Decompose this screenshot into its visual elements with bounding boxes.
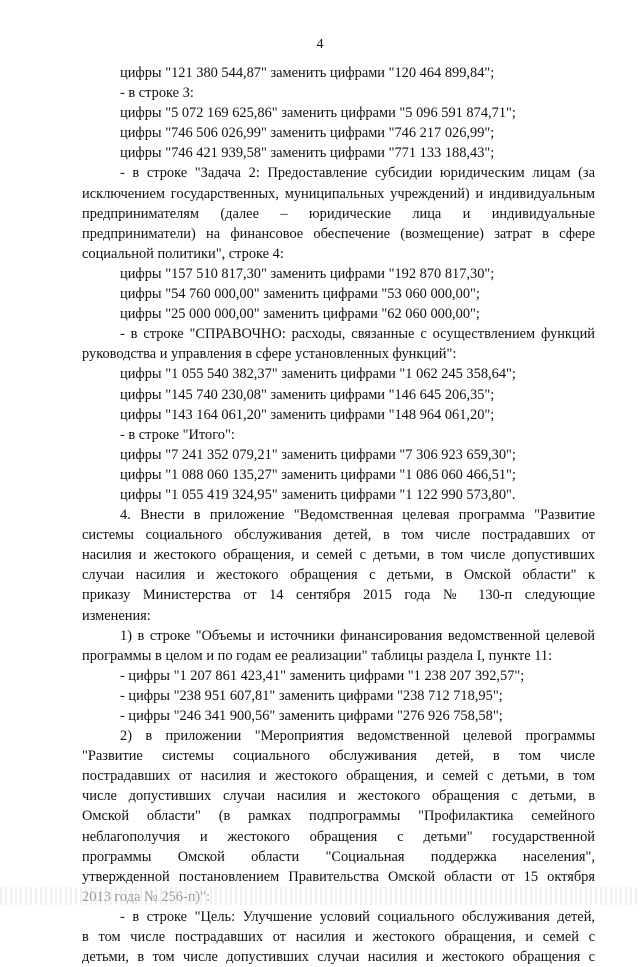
text-line: изменения: <box>82 607 151 624</box>
text-line: цифры "5 072 169 625,86" заменить цифрами "5 096 591 874,71"; <box>120 105 516 122</box>
text-line: цифры "121 380 544,87" заменить цифрами "120 464 899,84"; <box>120 65 495 81</box>
text-line: насилия и жестокого обращения, и семей с детьми, в том числе допустивших <box>82 547 595 564</box>
page-number: 4 <box>316 37 324 52</box>
text-line: 4. Внести в приложение "Ведомственная целевая программа "Развитие <box>120 507 595 524</box>
text-line: социальной политики", строке 4: <box>82 245 284 262</box>
text-line: - в строке "Цель: Улучшение условий социального обслуживания детей, <box>120 908 595 925</box>
text-line: руководства и управления в сфере установленных функций": <box>82 346 457 363</box>
text-line: программы Омской области "Социальная поддержка населения", <box>82 848 595 865</box>
text-line: цифры "746 506 026,99" заменить цифрами "746 217 026,99"; <box>120 125 495 142</box>
text-line: в том числе пострадавших от насилия и жестокого обращения, и семей с <box>82 929 595 946</box>
text-line: утвержденной постановлением Правительства Омской области от 15 октября <box>82 868 595 885</box>
text-line: 1) в строке "Объемы и источники финансирования ведомственной целевой <box>120 627 595 644</box>
text-line: цифры "25 000 000,00" заменить цифрами "62 060 000,00"; <box>120 306 480 323</box>
text-line: цифры "7 241 352 079,21" заменить цифрами "7 306 923 659,30"; <box>120 446 516 463</box>
text-line: пострадавших от насилия и жестокого обращения, и семей с детьми, в том <box>82 768 595 785</box>
text-line: исключением государственных, муниципальных учреждений) и индивидуальным <box>82 185 595 202</box>
text-line: детьми, в том числе допустивших случаи насилия и жестокого обращения с <box>82 949 595 966</box>
text-line: цифры "54 760 000,00" заменить цифрами "53 060 000,00"; <box>120 286 480 303</box>
text-line: "Развитие системы социального обслуживания детей, в том числе <box>82 748 595 765</box>
text-line: - в строке 3: <box>120 85 194 102</box>
text-line: неблагополучия и жестокого обращения с детьми" государственной <box>82 828 595 845</box>
text-line: - цифры "238 951 607,81" заменить цифрами "238 712 718,95"; <box>120 687 503 704</box>
text-line: - цифры "246 341 900,56" заменить цифрами "276 926 758,58"; <box>120 708 503 724</box>
text-line: цифры "143 164 061,20" заменить цифрами "148 964 061,20"; <box>120 406 495 423</box>
text-line: программы в целом и по годам ее реализации" таблицы раздела I, пункте 11: <box>82 647 553 664</box>
scan-edge <box>0 887 640 905</box>
text-line: - в строке "Итого": <box>120 426 235 443</box>
text-line: системы социального обслуживания детей, в том числе пострадавших от <box>82 527 595 544</box>
text-line: цифры "157 510 817,30" заменить цифрами "192 870 817,30"; <box>120 265 495 282</box>
text-line: - в строке "СПРАВОЧНО: расходы, связанные с осуществлением функций <box>120 326 595 343</box>
text-line: 2) в приложении "Мероприятия ведомственной целевой программы <box>120 728 595 745</box>
text-line: приказу Министерства от 14 сентября 2015 года № 130-п следующие <box>82 587 595 604</box>
text-line: числе допустивших случаи насилия и жестокого обращения с детьми, в <box>82 788 595 805</box>
text-line: цифры "1 088 060 135,27" заменить цифрами "1 086 060 466,51"; <box>120 466 516 483</box>
text-line: случаи насилия и жестокого обращения с детьми, в Омской области" к <box>82 567 595 584</box>
text-line: цифры "1 055 540 382,37" заменить цифрами "1 062 245 358,64"; <box>120 366 516 383</box>
text-line: цифры "746 421 939,58" заменить цифрами "771 133 188,43"; <box>120 145 495 162</box>
text-line: цифры "1 055 419 324,95" заменить цифрами "1 122 990 573,80". <box>120 486 516 503</box>
text-line: - в строке "Задача 2: Предоставление субсидии юридическим лицам (за <box>120 165 595 182</box>
text-line: предприниматели) на финансовое обеспечение (возмещение) затрат в сфере <box>82 225 595 242</box>
document-body <box>82 63 595 967</box>
text-line: Омской области" (в рамках подпрограммы "Профилактика семейного <box>82 808 595 825</box>
text-line: - цифры "1 207 861 423,41" заменить цифрами "1 238 207 392,57"; <box>120 667 525 684</box>
text-line: цифры "145 740 230,08" заменить цифрами "146 645 206,35"; <box>120 386 495 403</box>
text-line: предпринимателям (далее – юридические лица и индивидуальные <box>82 205 595 222</box>
